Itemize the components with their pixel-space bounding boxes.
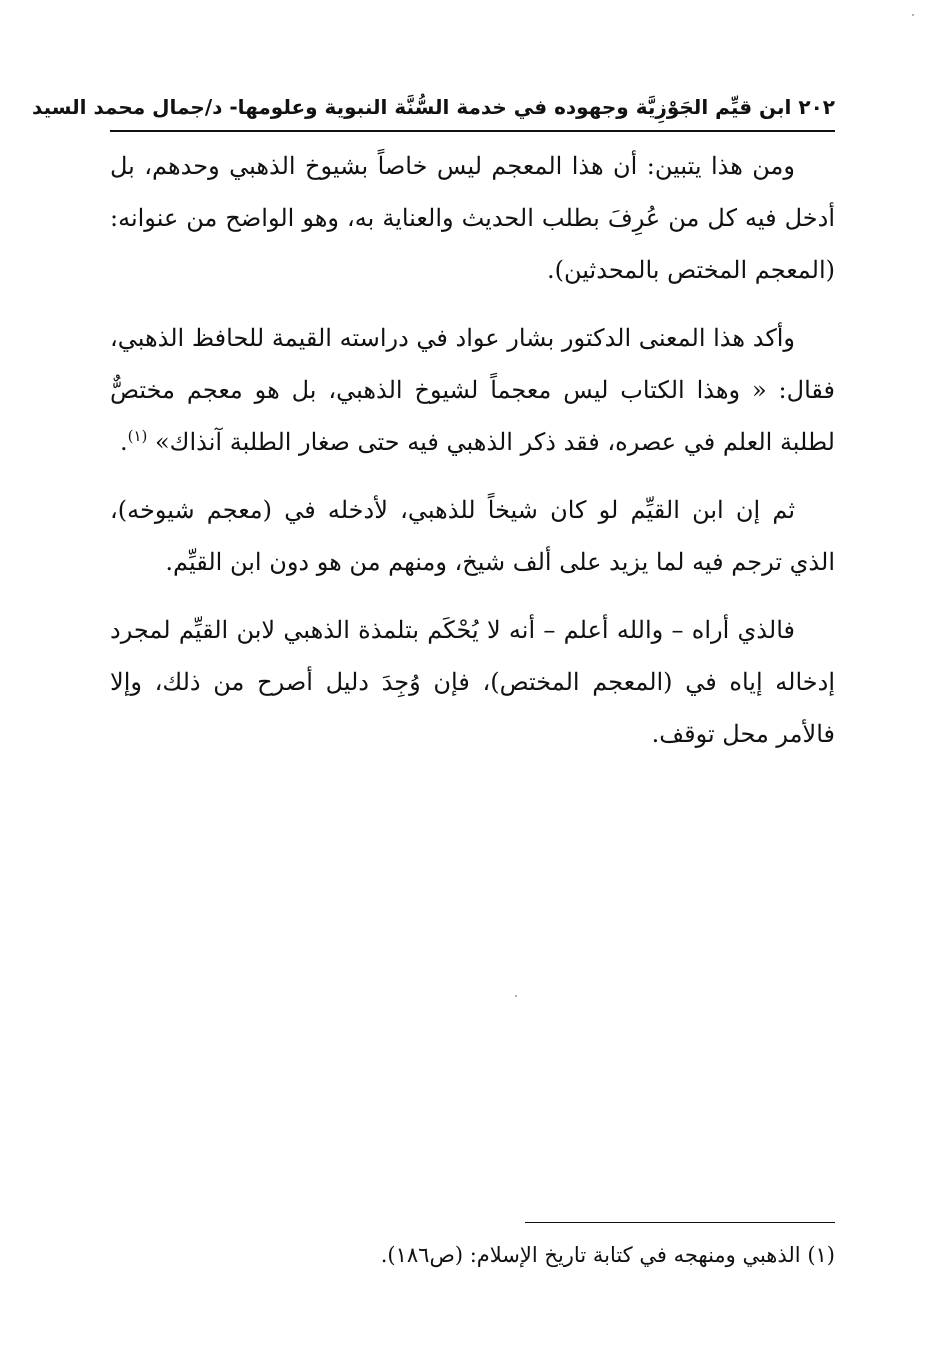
- paragraph-2: [110, 312, 835, 468]
- paragraph-1: ومن هذا يتبين: أن هذا المعجم ليس خاصاً بشيوخ الذهبي وحدهم، بل أدخل فيه كل من عُرِفَ بطلب الحديث والعناية به، وهو الواضح من عنوانه: (المعجم المختص بالمحدثين).: [110, 152, 835, 284]
- paragraph-4: فالذي أراه – والله أعلم – أنه لا يُحْكَم بتلمذة الذهبي لابن القيِّم لمجرد إدخاله إياه في (المعجم المختص)، فإن وُجِدَ دليل أصرح من ذلك، وإلا فالأمر محل توقف.: [110, 616, 835, 748]
- paragraph-2-text: وأكد هذا المعنى الدكتور بشار عواد في دراسته القيمة للحافظ الذهبي، فقال: « وهذا الكتاب ليس معجماً لشيوخ الذهبي، بل هو معجم مختصٌّ لطلبة العلم في عصره، فقد ذكر الذهبي فيه حتى صغار الطلبة آنذاك»: [110, 324, 835, 456]
- scan-speck: [515, 995, 517, 997]
- paragraph-2-end: .: [119, 428, 128, 456]
- scan-speck: [912, 14, 914, 16]
- main-text: [110, 140, 835, 776]
- footnote-reference: (١): [127, 427, 148, 445]
- header-rule: [110, 130, 835, 132]
- paragraph-3: ثم إن ابن القيِّم لو كان شيخاً للذهبي، لأدخله في (معجم شيوخه)، الذي ترجم فيه لما يزيد على ألف شيخ، ومنهم من هو دون ابن القيِّم.: [110, 496, 835, 576]
- running-header: ٢٠٢ ابن قيِّم الجَوْزِيَّة وجهوده في خدمة السُّنَّة النبوية وعلومها- د/جمال محمد السيد: [32, 95, 835, 119]
- footnote-separator: [525, 1222, 835, 1223]
- footnote: (١) الذهبي ومنهجه في كتابة تاريخ الإسلام: (ص١٨٦).: [380, 1243, 835, 1267]
